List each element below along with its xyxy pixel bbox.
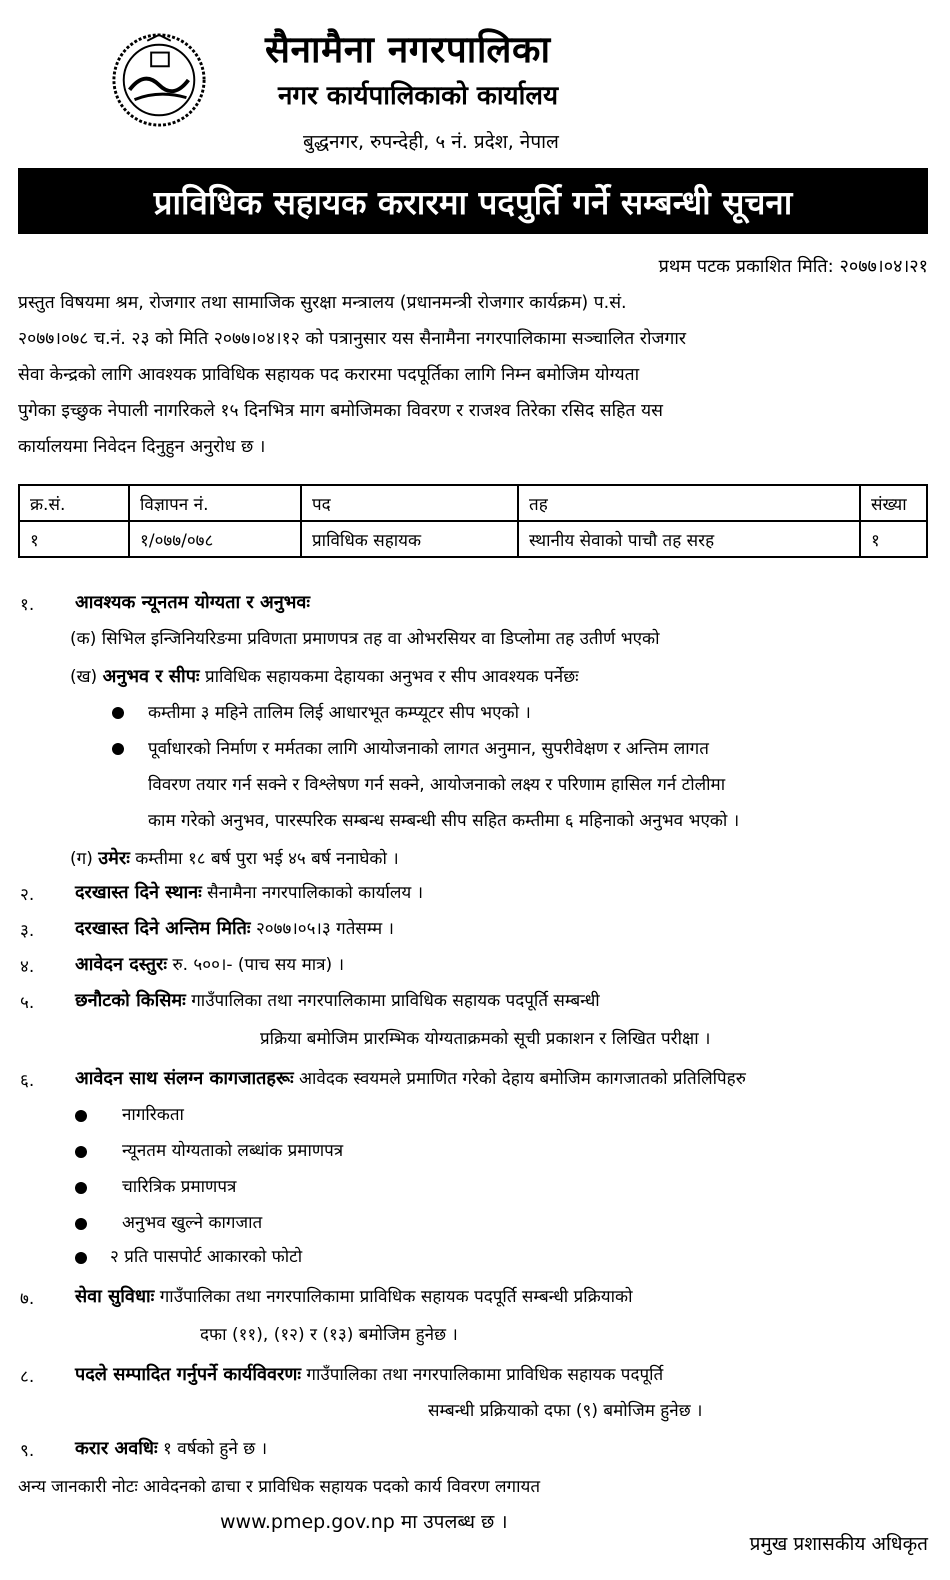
vacancy-table [18, 484, 928, 558]
table-header: तह [518, 485, 860, 521]
intro-line: प्रस्तुत विषयमा श्रम, रोजगार तथा सामाजिक सुरक्षा मन्त्रालय (प्रधानमन्त्री रोजगार कार्यक्रम) प.सं. [18, 293, 627, 313]
table-row [19, 521, 927, 557]
table-cell: १ [19, 521, 129, 557]
signature-title: प्रमुख प्रशासकीय अधिकृत [749, 1533, 928, 1555]
municipality-title: सैनामैना नगरपालिका [265, 28, 551, 71]
section-8-continued: सम्बन्धी प्रक्रियाको दफा (९) बमोजिम हुनेछ । [428, 1401, 703, 1421]
table-header: विज्ञापन नं. [129, 485, 301, 521]
website-line: www.pmep.gov.np मा उपलब्ध छ । [220, 1511, 508, 1533]
notice-title: प्राविधिक सहायक करारमा पदपुर्ति गर्ने सम्बन्धी सूचना [153, 182, 793, 222]
document-item: चारित्रिक प्रमाणपत्र [122, 1177, 237, 1197]
bullet-icon [75, 1252, 87, 1264]
table-cell: १/०७७/०७८ [129, 521, 301, 557]
section-number: ५. [20, 993, 35, 1013]
table-header-row [19, 485, 927, 521]
section-1-ga: (ग) उमेरः कम्तीमा १८ बर्ष पुरा भई ४५ बर्ष ननाघेको । [70, 848, 399, 869]
section-9: करार अवधिः १ वर्षको हुने छ । [75, 1438, 268, 1459]
section-1-bullet-1: कम्तीमा ३ महिने तालिम लिई आधारभूत कम्प्यूटर सीप भएको । [148, 703, 531, 723]
section-5: छनौटको किसिमः गाउँपालिका तथा नगरपालिकामा प्राविधिक सहायक पदपूर्ति सम्बन्धी [75, 990, 600, 1011]
section-1-ka: (क) सिभिल इन्जिनियरिङमा प्रविणता प्रमाणपत्र तह वा ओभरसियर वा डिप्लोमा तह उतीर्ण भएको [70, 629, 660, 649]
intro-line: २०७७।०७८ च.नं. २३ को मिति २०७७।०४।१२ को पत्रानुसार यस सैनामैना नगरपालिकामा सञ्चालित रोजगार [18, 329, 687, 349]
published-date: प्रथम पटक प्रकाशित मिति: २०७७।०४।२१ [658, 256, 928, 277]
section-1-heading: आवश्यक न्यूनतम योग्यता र अनुभवः [75, 592, 311, 613]
section-2: दरखास्त दिने स्थानः सैनामैना नगरपालिकाको कार्यालय । [75, 882, 424, 903]
table-header: पद [301, 485, 518, 521]
bullet-icon [112, 707, 124, 719]
office-subtitle: नगर कार्यपालिकाको कार्यालय [278, 81, 559, 111]
other-info-note: अन्य जानकारी नोटः आवेदनको ढाचा र प्राविधिक सहायक पदको कार्य विवरण लगायत [18, 1477, 541, 1497]
table-header: क्र.सं. [19, 485, 129, 521]
section-7-continued: दफा (११), (१२) र (१३) बमोजिम हुनेछ । [200, 1325, 458, 1345]
intro-line: कार्यालयमा निवेदन दिनुहुन अनुरोध छ । [18, 437, 266, 457]
section-number: ६. [20, 1071, 35, 1091]
intro-line: सेवा केन्द्रको लागि आवश्यक प्राविधिक सहायक पद करारमा पदपूर्तिका लागि निम्न बमोजिम योग्यता [18, 365, 640, 385]
intro-line: पुगेका इच्छुक नेपाली नागरिकले १५ दिनभित्र माग बमोजिमका विवरण र राजश्व तिरेका रसिद सहित यस [18, 401, 663, 421]
section-number: ३. [20, 921, 35, 941]
section-1-kha: (ख) अनुभव र सीपः प्राविधिक सहायकमा देहायका अनुभव र सीप आवश्यक पर्नेछः [70, 666, 579, 687]
table-header: संख्या [860, 485, 927, 521]
section-number: २. [20, 885, 35, 905]
section-number: ४. [20, 957, 35, 977]
municipality-seal-icon [110, 30, 208, 130]
bullet-icon [112, 743, 124, 755]
table-cell: १ [860, 521, 927, 557]
intro-paragraph [18, 285, 928, 465]
office-address: बुद्धनगर, रुपन्देही, ५ नं. प्रदेश, नेपाल [303, 131, 559, 153]
section-6: आवेदन साथ संलग्न कागजातहरूः आवेदक स्वयमले प्रमाणित गरेको देहाय बमोजिम कागजातको प्रतिलिपिहरु [75, 1068, 746, 1089]
section-number: ९. [20, 1441, 35, 1461]
section-number: ७. [20, 1289, 35, 1309]
section-5-continued: प्रक्रिया बमोजिम प्रारम्भिक योग्यताक्रमको सूची प्रकाशन र लिखित परीक्षा । [260, 1029, 711, 1049]
section-number: ८. [20, 1367, 35, 1387]
section-8: पदले सम्पादित गर्नुपर्ने कार्यविवरणः गाउँपालिका तथा नगरपालिकामा प्राविधिक सहायक पदपूर्ति [75, 1364, 664, 1385]
section-1-bullet-2-line: विवरण तयार गर्न सक्ने र विश्लेषण गर्न सक्ने, आयोजनाको लक्ष्य र परिणाम हासिल गर्न टोलीमा [148, 775, 726, 795]
table-cell: प्राविधिक सहायक [301, 521, 518, 557]
section-3: दरखास्त दिने अन्तिम मितिः २०७७।०५।३ गतेसम्म । [75, 918, 394, 939]
document-item: नागरिकता [122, 1105, 184, 1125]
bullet-icon [75, 1146, 87, 1158]
section-7: सेवा सुविधाः गाउँपालिका तथा नगरपालिकामा प्राविधिक सहायक पदपूर्ति सम्बन्धी प्रक्रियाको [75, 1286, 633, 1307]
section-1-bullet-2-line: पूर्वाधारको निर्माण र मर्मतका लागि आयोजनाको लागत अनुमान, सुपरीवेक्षण र अन्तिम लागत [148, 739, 709, 759]
document-item: २ प्रति पासपोर्ट आकारको फोटो [110, 1247, 303, 1267]
document-item: न्यूनतम योग्यताको लब्धांक प्रमाणपत्र [122, 1141, 344, 1161]
bullet-icon [75, 1110, 87, 1122]
section-4: आवेदन दस्तुरः रु. ५००।- (पाच सय मात्र) । [75, 954, 345, 975]
bullet-icon [75, 1182, 87, 1194]
table-cell: स्थानीय सेवाको पाचौ तह सरह [518, 521, 860, 557]
website-link[interactable]: www.pmep.gov.np [220, 1511, 395, 1533]
section-number: १. [20, 595, 35, 615]
notice-title-banner [18, 168, 928, 234]
document-item: अनुभव खुल्ने कागजात [122, 1213, 263, 1233]
bullet-icon [75, 1218, 87, 1230]
section-1-bullet-2-line: काम गरेको अनुभव, पारस्परिक सम्बन्ध सम्बन्धी सीप सहित कम्तीमा ६ महिनाको अनुभव भएको । [148, 811, 740, 831]
